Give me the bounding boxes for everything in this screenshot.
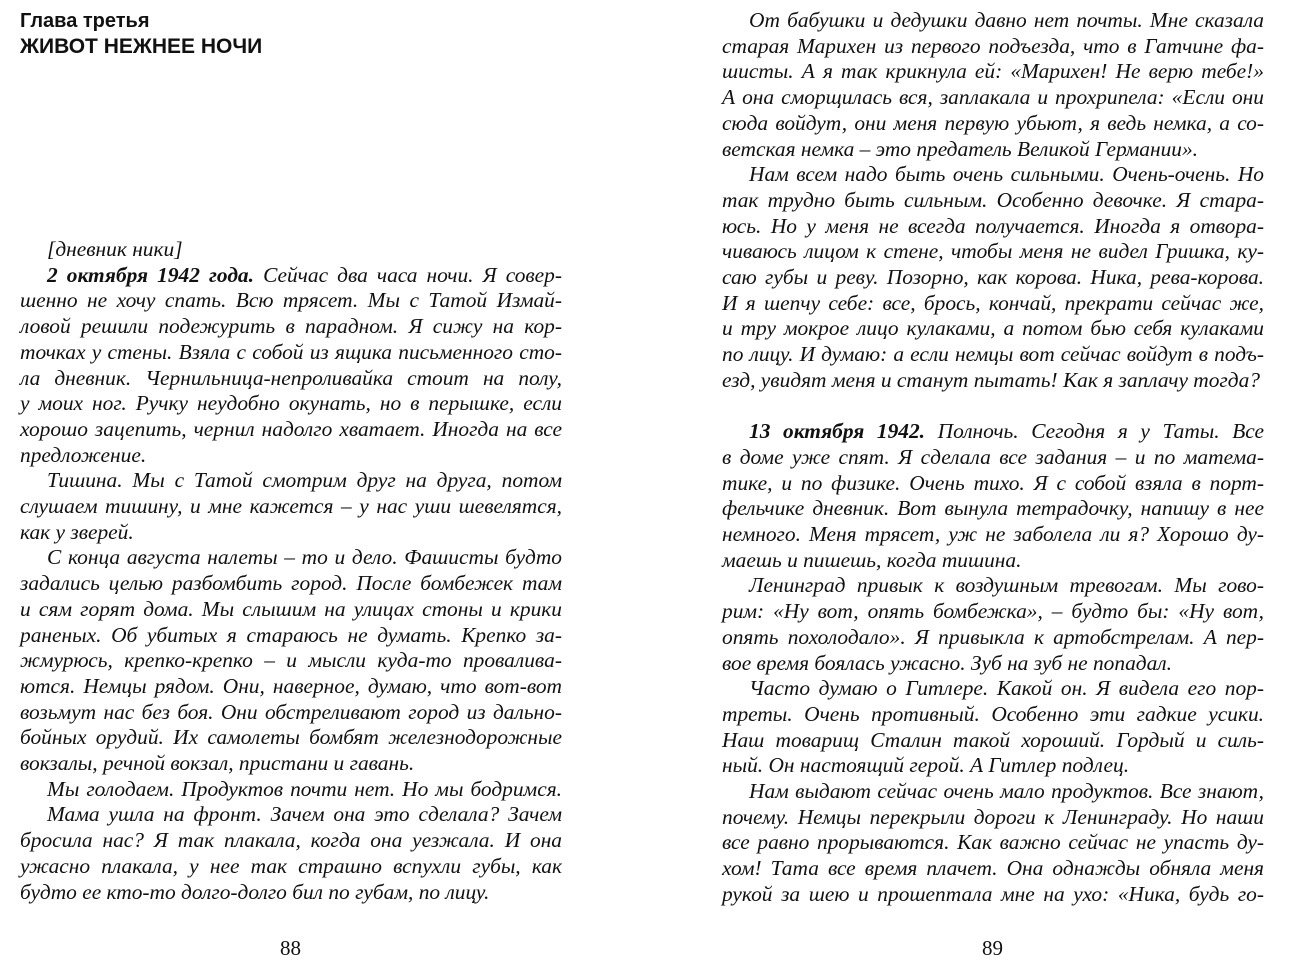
line-text: езд, увидят меня и станут пытать! Как я заплачу тогда? [722,367,1260,392]
line-text: вое время боялась ужасно. Зуб на зуб не попадал. [722,650,1172,675]
text-line [20,366,562,392]
text-line [722,265,1264,291]
text-line [722,368,1264,394]
line-text: Нам всем надо быть очень сильными. Очень-очень. Но [749,162,1264,187]
line-text: немного. Меня трясет, уж не заболела ли я? Хорошо ду- [722,522,1264,546]
line-text: С конца августа налеты – то и дело. Фашисты будто [47,545,562,570]
text-line [722,85,1264,111]
text-line [20,648,562,674]
text-line [20,288,562,314]
line-text: раненых. Об убитых я стараюсь не думать. Крепко за- [20,622,562,647]
line-text: ются. Немцы рядом. Они, наверное, думаю, что вот-вот [20,673,562,698]
page-number-right: 89 [982,936,1003,960]
line-text: ный. Он настоящий герой. А Гитлер подлец. [722,753,1130,778]
line-text: как у зверей. [20,519,134,544]
line-text: чиваюсь лицом к стене, чтобы меня не видел Гришка, ку- [722,239,1264,264]
text-line [20,340,562,366]
text-line [722,856,1264,882]
line-text: А она сморщилась вся, заплакала и прохрипела: «Если они [722,85,1264,110]
text-line [722,651,1264,677]
text-line [20,263,562,289]
line-text: и сям горят дома. Мы слышим на улицах стоны и крики [20,596,562,621]
line-text: точках у стены. Взяла с собой из ящика письменного сто- [20,339,562,364]
text-line [722,445,1264,471]
line-text: ловой решили подежурить в парадном. Я сижу на кор- [20,314,562,339]
text-line [722,625,1264,651]
line-text: будто ее кто-то долго-долго бил по губам, по лицу. [20,879,490,904]
line-text: Мы голодаем. Продуктов почти нет. Но мы бодримся. [47,776,562,801]
line-text: вокзалы, речной вокзал, пристани и гавань. [20,751,415,775]
line-text: сюда войдут, они меня первую убьют, я ведь немка, а со- [722,110,1264,135]
line-text: Наш товарищ Сталин такой хороший. Гордый и силь- [722,727,1264,752]
text-line [722,522,1264,548]
line-text: жмурюсь, крепко-крепко – и мысли куда-то проваливa- [20,648,562,673]
line-text: почему. Немцы перекрыли дороги к Ленинграду. Но наши [722,804,1264,829]
line-text: бросила нас? Я так плакала, когда она уезжала. И она [20,828,562,853]
text-line [20,623,562,649]
text-line [20,391,562,417]
line-text: тике, и по физике. Очень тихо. Я с собой взяла в порт- [722,470,1264,495]
line-text: юсь. Но у меня не всегда получается. Иногда я отвора- [722,213,1264,238]
text-line [722,162,1264,188]
text-line [20,828,562,854]
line-text: ужасно плакала, у нее так страшно вспухли губы, как [20,853,562,878]
text-line [722,573,1264,599]
line-text: От бабушки и дедушки давно нет почты. Мне сказала [749,8,1264,32]
line-text: задались целью разбомбить город. После бомбежек там [20,571,562,596]
line-text: опять похолодало». Я привыкла к артобстрелам. А пер- [722,624,1264,649]
line-text: [дневник ники] [47,237,183,261]
text-line [20,751,562,777]
text-line [722,342,1264,368]
line-text: по лицу. И думаю: а если немцы вот сейчас войдут в подъ- [722,342,1264,367]
text-line [20,725,562,751]
text-line [722,419,1264,445]
text-line [722,599,1264,625]
text-line [20,802,562,828]
text-line [722,291,1264,317]
text-line [20,700,562,726]
line-text: Мама ушла на фронт. Зачем она это сделала? Зачем [47,802,562,827]
text-line [722,728,1264,754]
text-line [722,882,1264,908]
chapter-label: Глава третья [20,10,150,32]
text-line [20,314,562,340]
text-line [722,676,1264,702]
line-text: треты. Очень противный. Особенно эти гадкие усики. [722,701,1264,726]
text-line [722,753,1264,779]
line-text: у моих ног. Ручку неудобно окунать, но в перышке, если [20,391,562,416]
text-line [722,59,1264,85]
line-text: хорошо зацепить, чернил надолго хватает. Иногда на все [20,416,562,441]
entry-date: 13 октября 1942. [749,419,926,444]
text-line [20,443,562,469]
line-text: Сейчас два часа ночи. Я совер- [253,262,562,287]
line-text: все равно прорываются. Как важно сейчас не упасть ду- [722,830,1264,855]
line-text: старая Марихен из первого подъезда, что в Гатчине фа- [722,33,1264,58]
right-page [650,0,1300,968]
text-line [20,674,562,700]
line-text: возьмут нас без боя. Они обстреливают город из дально- [20,699,562,724]
text-line [722,8,1264,34]
text-line [20,237,562,263]
chapter-title: ЖИВОТ НЕЖНЕЕ НОЧИ [20,35,263,58]
text-line [20,571,562,597]
text-line [20,597,562,623]
line-text: шенно не хочу спать. Всю трясет. Мы с Татой Измай- [20,288,562,313]
text-line [722,111,1264,137]
text-line [20,854,562,880]
line-text: хом! Тата все время плачет. Она однажды обняла меня [722,856,1264,881]
page-number-left: 88 [280,936,301,960]
line-text: Нам выдают сейчас очень мало продуктов. Все знают, [749,779,1264,803]
text-line [722,548,1264,574]
text-line [722,496,1264,522]
text-line [722,830,1264,856]
line-text: Ленинград привык к воздушным тревогам. Мы гово- [749,573,1264,598]
text-line [722,471,1264,497]
text-line [722,805,1264,831]
line-text: фельчике дневник. Вот вынула тетрадочку, напишу в нее [722,496,1264,521]
text-line [722,188,1264,214]
text-line [722,779,1264,805]
line-text: Часто думаю о Гитлере. Какой он. Я видела его пор- [749,676,1264,701]
text-line [20,545,562,571]
line-text: бойных орудий. Их самолеты бомбят железнодорожные [20,725,562,750]
entry-date: 2 октября 1942 года. [47,262,254,287]
text-line [722,702,1264,728]
line-text: так трудно быть сильным. Особенно девочке. Я стара- [722,187,1264,212]
line-text: и тру мокрое лицо кулаками, а потом бью себя кулаками [722,316,1264,341]
text-line [20,777,562,803]
line-text: в доме уже спят. Я сделала все задания – и по матема- [722,444,1264,469]
line-text: предложение. [20,442,147,467]
text-line [20,468,562,494]
line-text: маешь и пишешь, когда тишина. [722,547,1022,572]
text-line [722,214,1264,240]
line-text: слушаем тишину, и мне кажется – у нас уши шевелятся, [20,494,562,518]
line-text: ветская немка – это предатель Великой Германии». [722,136,1199,161]
line-text: ла дневник. Чернильница-непроливайка стоит на полу, [20,365,562,390]
text-line [722,137,1264,163]
line-text: И я шепчу себе: все, брось, кончай, прекрати сейчас же, [722,290,1264,315]
line-text: саю губы и реву. Позорно, как корова. Ника, рева-корова. [722,265,1264,289]
text-line [722,316,1264,342]
text-line [20,520,562,546]
text-line [722,34,1264,60]
line-text: рим: «Ну вот, опять бомбежка», – будто бы: «Ну вот, [722,599,1264,624]
text-line [722,239,1264,265]
text-line [20,494,562,520]
text-line [20,880,562,906]
line-text: шисты. А я так крикнула ей: «Марихен! Не верю тебе!» [722,59,1264,84]
text-line [20,417,562,443]
line-text: Тишина. Мы с Татой смотрим друг на друга, потом [47,468,562,493]
line-text: Полночь. Сегодня я у Таты. Все [925,419,1264,444]
line-text: рукой за шею и прошептала мне на ухо: «Ника, будь го- [722,881,1264,906]
